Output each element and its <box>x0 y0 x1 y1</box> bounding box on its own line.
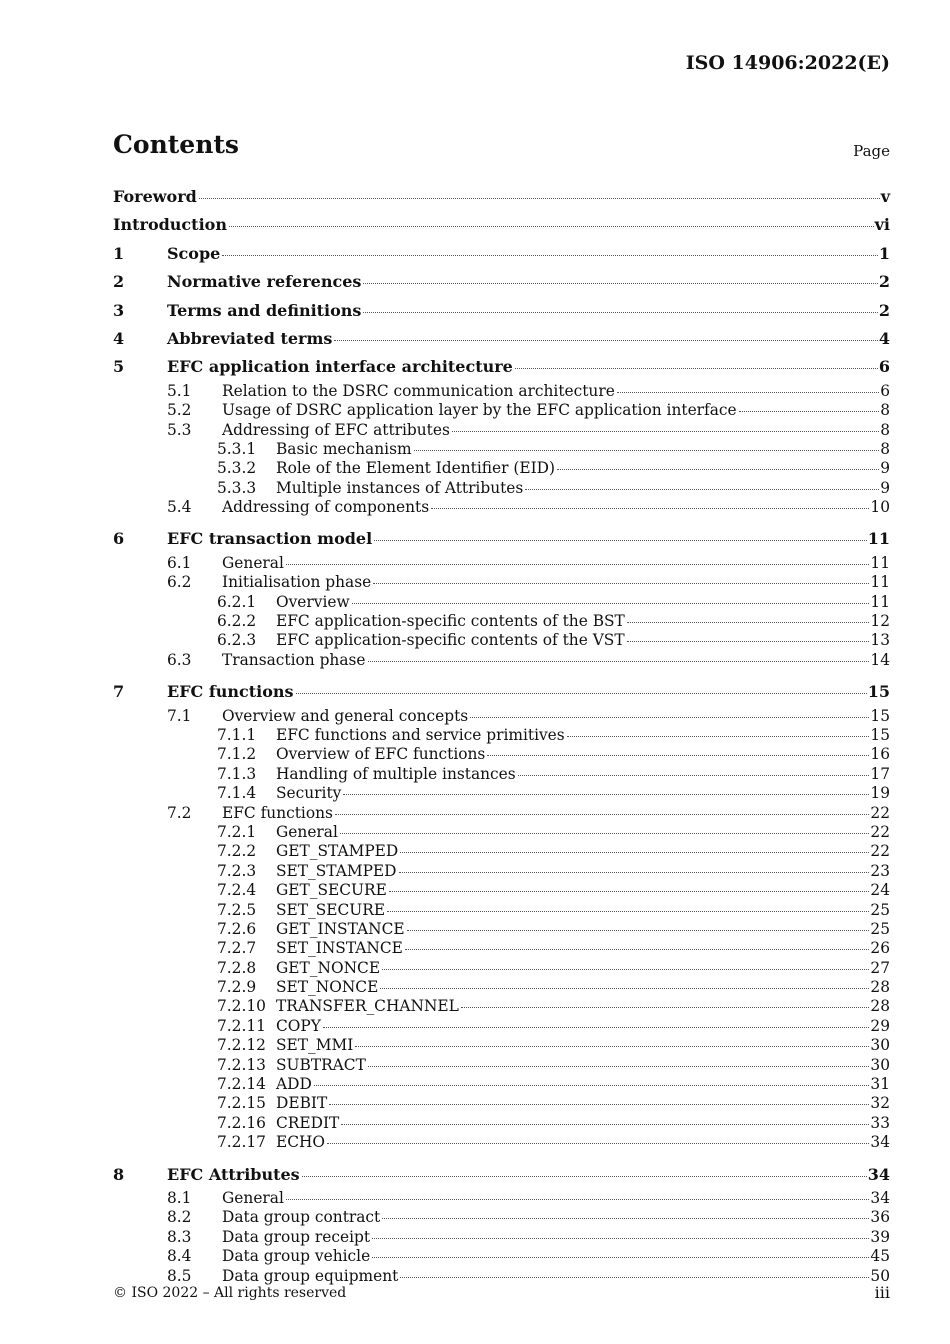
toc-entry-title: Foreword <box>113 187 197 206</box>
toc-entry[interactable] <box>113 881 890 900</box>
toc-entry-number: 5.2 <box>167 401 192 420</box>
dot-leader <box>518 775 870 776</box>
toc-entry[interactable] <box>113 978 890 997</box>
toc-entry-number: 7.2.16 <box>217 1113 266 1132</box>
dot-leader <box>363 283 877 284</box>
dot-leader <box>627 641 870 642</box>
toc-entry[interactable] <box>113 1036 890 1055</box>
toc-entry-number: 7.1.2 <box>217 745 257 764</box>
toc-entry[interactable] <box>113 678 890 706</box>
toc-entry-number: 7.2.17 <box>217 1133 266 1152</box>
toc-entry-title: Overview and general concepts <box>222 706 469 725</box>
toc-entry-title: Addressing of EFC attributes <box>222 420 450 439</box>
toc-entry-number: 5.3 <box>167 420 192 439</box>
toc-entry-number: 5.3.1 <box>217 439 257 458</box>
toc-entry-page: 28 <box>870 978 890 997</box>
toc-entry-page: 32 <box>870 1094 890 1113</box>
toc-entry-number: 7.2.1 <box>217 822 257 841</box>
toc-entry-page: 31 <box>870 1075 890 1094</box>
dot-leader <box>389 891 870 892</box>
toc-entry-number: 8.1 <box>167 1188 192 1207</box>
dot-leader <box>296 693 867 694</box>
toc-entry-page: 30 <box>870 1055 890 1074</box>
toc-entry-page: 45 <box>870 1247 890 1266</box>
toc-entry-number: 7.2.11 <box>217 1016 266 1035</box>
toc-entry[interactable] <box>113 382 890 401</box>
toc-entry-page: 22 <box>870 822 890 841</box>
toc-entry-title: EFC application-specific contents of the BST <box>276 612 625 631</box>
toc-entry-number: 5.3.2 <box>217 459 257 478</box>
toc-entry-title: Overview <box>276 592 350 611</box>
dot-leader <box>229 226 874 227</box>
toc-entry-title: Basic mechanism <box>276 439 412 458</box>
toc-entry-title: EFC functions <box>167 682 294 702</box>
toc-entry-title: Relation to the DSRC communication architecture <box>222 381 615 400</box>
toc-entry-page: 2 <box>878 300 890 320</box>
toc-entry-page: 34 <box>870 1133 890 1152</box>
toc-entry-page: 4 <box>878 328 890 348</box>
toc-entry[interactable] <box>113 1056 890 1075</box>
standard-header: ISO 14906:2022(E) <box>685 52 890 74</box>
toc-entry-title: GET_NONCE <box>276 958 381 977</box>
toc-entry-number: 7.2.9 <box>217 978 257 997</box>
toc-entry-page: 8 <box>880 439 890 458</box>
toc-entry-page: 28 <box>870 997 890 1016</box>
toc-entry-title: Terms and definitions <box>167 300 362 320</box>
dot-leader <box>452 431 879 432</box>
toc-entry-number: 5.1 <box>167 381 192 400</box>
toc-entry-title: Data group vehicle <box>222 1247 371 1266</box>
toc-entry-page: 13 <box>870 631 890 650</box>
toc-entry[interactable] <box>113 745 890 764</box>
dot-leader <box>314 1085 870 1086</box>
toc-entry-page: 12 <box>870 612 890 631</box>
toc-entry[interactable] <box>113 651 890 670</box>
toc-entry[interactable] <box>113 862 890 881</box>
dot-leader <box>368 661 870 662</box>
toc-entry-number: 7.2.6 <box>217 919 257 938</box>
dot-leader <box>399 872 870 873</box>
toc-entry-number: 6.2.2 <box>217 612 257 631</box>
dot-leader <box>382 1218 869 1219</box>
toc-entry-number: 7.2.4 <box>217 881 257 900</box>
toc-entry-page: 1 <box>878 243 890 263</box>
toc-entry[interactable] <box>113 804 890 823</box>
toc-entry-title: General <box>222 553 284 572</box>
toc-entry-page: 8 <box>880 420 890 439</box>
toc-entry[interactable] <box>113 573 890 592</box>
dot-leader <box>302 1176 867 1177</box>
toc-entry-number: 7.2.13 <box>217 1055 266 1074</box>
toc-entry[interactable] <box>113 997 890 1016</box>
toc-entry[interactable] <box>113 1247 890 1266</box>
toc-entry[interactable] <box>113 1094 890 1113</box>
toc-entry-number: 7.2.15 <box>217 1094 266 1113</box>
toc-entry-title: Data group contract <box>222 1208 381 1227</box>
toc-entry-number: 6.2 <box>167 573 192 592</box>
toc-entry-title: Overview of EFC functions <box>276 745 486 764</box>
toc-entry[interactable] <box>113 612 890 631</box>
toc-entry-title: General <box>222 1188 284 1207</box>
toc-entry-title: TRANSFER_CHANNEL <box>276 997 459 1016</box>
toc-entry-page: 6 <box>880 381 890 400</box>
toc-entry-title: ECHO <box>276 1133 326 1152</box>
toc-entry[interactable] <box>113 939 890 958</box>
toc-entry-number: 6.2.1 <box>217 592 257 611</box>
toc-entry-title: Security <box>276 784 342 803</box>
toc-entry[interactable] <box>113 1075 890 1094</box>
toc-entry-number: 7.2.7 <box>217 939 257 958</box>
toc-entry-number: 6.3 <box>167 650 192 669</box>
toc-entry-title: EFC transaction model <box>167 529 373 549</box>
toc-entry[interactable] <box>113 823 890 842</box>
toc-entry-page: 16 <box>870 745 890 764</box>
toc-entry-title: DEBIT <box>276 1094 328 1113</box>
toc-entry[interactable] <box>113 726 890 745</box>
toc-entry-title: Multiple instances of Attributes <box>276 478 524 497</box>
page-column-label: Page <box>853 142 890 160</box>
dot-leader <box>407 930 870 931</box>
toc-entry[interactable] <box>113 211 890 239</box>
dot-leader <box>400 852 869 853</box>
toc-entry-number: 8.3 <box>167 1227 192 1246</box>
toc-entry[interactable] <box>113 297 890 325</box>
toc-entry-title: Initialisation phase <box>222 573 372 592</box>
dot-leader <box>487 755 869 756</box>
toc-entry[interactable] <box>113 1017 890 1036</box>
dot-leader <box>405 949 870 950</box>
toc-entry-title: COPY <box>276 1016 321 1035</box>
toc-entry[interactable] <box>113 1208 890 1227</box>
toc-entry-title: SET_SECURE <box>276 900 386 919</box>
toc-entry-number: 7.2 <box>167 803 192 822</box>
page-number: iii <box>874 1283 890 1302</box>
dot-leader <box>340 833 870 834</box>
toc-entry-number: 6.2.3 <box>217 631 257 650</box>
toc-entry-page: 15 <box>867 682 890 702</box>
toc-entry-title: Role of the Element Identifier (EID) <box>276 459 556 478</box>
toc-entry-title: Normative references <box>167 272 362 292</box>
toc-entry[interactable] <box>113 440 890 459</box>
toc-entry-number: 8 <box>113 1164 125 1184</box>
dot-leader <box>334 340 877 341</box>
toc-entry-page: 10 <box>870 498 890 517</box>
toc-entry-number: 6 <box>113 529 125 549</box>
toc-entry[interactable] <box>113 920 890 939</box>
toc-entry-number: 7.2.8 <box>217 958 257 977</box>
toc-entry-page: 22 <box>870 842 890 861</box>
dot-leader <box>355 1046 869 1047</box>
toc-entry-page: 11 <box>870 553 890 572</box>
toc-entry-title: Usage of DSRC application layer by the EFC application interface <box>222 401 737 420</box>
table-of-contents <box>113 183 890 1286</box>
dot-leader <box>363 312 877 313</box>
dot-leader <box>222 255 878 256</box>
toc-entry[interactable] <box>113 784 890 803</box>
toc-entry-number: 8.2 <box>167 1208 192 1227</box>
dot-leader <box>341 1124 869 1125</box>
toc-entry[interactable] <box>113 1228 890 1247</box>
toc-entry[interactable] <box>113 1267 890 1286</box>
toc-entry-page: 30 <box>870 1036 890 1055</box>
toc-entry-page: 6 <box>878 357 890 377</box>
toc-entry[interactable] <box>113 1133 890 1152</box>
toc-entry[interactable] <box>113 1161 890 1189</box>
toc-entry[interactable] <box>113 459 890 478</box>
toc-entry-title: Addressing of components <box>222 498 430 517</box>
toc-entry-title: SET_INSTANCE <box>276 939 403 958</box>
toc-entry-title: SUBTRACT <box>276 1055 366 1074</box>
toc-entry[interactable] <box>113 325 890 353</box>
toc-entry-page: 26 <box>870 939 890 958</box>
dot-leader <box>414 450 880 451</box>
toc-entry-page: 29 <box>870 1016 890 1035</box>
dot-leader <box>557 469 879 470</box>
toc-entry-number: 5 <box>113 357 125 377</box>
toc-entry-number: 7.2.5 <box>217 900 257 919</box>
toc-entry-title: GET_INSTANCE <box>276 919 405 938</box>
toc-entry-title: SET_MMI <box>276 1036 354 1055</box>
dot-leader <box>373 583 869 584</box>
toc-entry-page: 17 <box>870 764 890 783</box>
toc-entry-page: 33 <box>870 1113 890 1132</box>
toc-entry[interactable] <box>113 707 890 726</box>
toc-entry-number: 7 <box>113 682 125 702</box>
dot-leader <box>617 392 879 393</box>
toc-entry[interactable] <box>113 479 890 498</box>
toc-entry-page: 23 <box>870 861 890 880</box>
toc-entry-number: 7.2.2 <box>217 842 257 861</box>
toc-entry-number: 5.4 <box>167 498 192 517</box>
dot-leader <box>374 540 867 541</box>
toc-entry-number: 7.1.1 <box>217 725 257 744</box>
toc-entry-title: ADD <box>276 1075 312 1094</box>
toc-entry-number: 7.1 <box>167 706 192 725</box>
toc-entry-number: 7.2.3 <box>217 861 257 880</box>
toc-entry-page: 9 <box>880 459 890 478</box>
toc-entry-page: 36 <box>870 1208 890 1227</box>
dot-leader <box>335 814 870 815</box>
toc-entry[interactable] <box>113 421 890 440</box>
dot-leader <box>286 564 870 565</box>
toc-entry[interactable] <box>113 765 890 784</box>
dot-leader <box>199 198 880 199</box>
toc-entry-number: 3 <box>113 300 125 320</box>
toc-entry-page: 39 <box>870 1227 890 1246</box>
copyright-notice: © ISO 2022 – All rights reserved <box>113 1285 347 1301</box>
toc-entry[interactable] <box>113 631 890 650</box>
toc-entry-title: Abbreviated terms <box>167 328 333 348</box>
toc-entry-page: 27 <box>870 958 890 977</box>
toc-entry-page: 14 <box>870 650 890 669</box>
toc-entry[interactable] <box>113 401 890 420</box>
toc-entry[interactable] <box>113 498 890 517</box>
dot-leader <box>286 1199 870 1200</box>
toc-entry-page: 11 <box>870 592 890 611</box>
toc-entry[interactable] <box>113 353 890 381</box>
toc-entry-page: 24 <box>870 881 890 900</box>
toc-entry[interactable] <box>113 959 890 978</box>
toc-entry-page: 50 <box>870 1266 890 1285</box>
toc-entry-page: 15 <box>870 706 890 725</box>
toc-entry[interactable] <box>113 183 890 211</box>
toc-entry-page: v <box>880 187 890 206</box>
dot-leader <box>431 508 869 509</box>
toc-entry-title: SET_NONCE <box>276 978 379 997</box>
toc-entry-number: 2 <box>113 272 125 292</box>
toc-entry-title: Handling of multiple instances <box>276 764 516 783</box>
dot-leader <box>400 1277 869 1278</box>
toc-entry-title: GET_STAMPED <box>276 842 399 861</box>
toc-entry-title: Data group receipt <box>222 1227 371 1246</box>
toc-entry-title: GET_SECURE <box>276 881 387 900</box>
dot-leader <box>470 717 869 718</box>
toc-entry-page: 15 <box>870 725 890 744</box>
dot-leader <box>627 622 870 623</box>
dot-leader <box>372 1257 869 1258</box>
toc-entry-title: EFC Attributes <box>167 1164 300 1184</box>
toc-entry-title: Introduction <box>113 215 227 235</box>
dot-leader <box>567 736 870 737</box>
toc-entry[interactable] <box>113 525 890 553</box>
dot-leader <box>739 411 880 412</box>
toc-entry[interactable] <box>113 240 890 268</box>
dot-leader <box>323 1027 869 1028</box>
toc-entry-page: 19 <box>870 784 890 803</box>
toc-entry-page: 8 <box>880 401 890 420</box>
toc-entry[interactable] <box>113 842 890 861</box>
toc-entry-page: vi <box>874 215 890 235</box>
toc-entry-title: Scope <box>167 243 221 263</box>
toc-entry-page: 25 <box>870 900 890 919</box>
toc-entry-number: 7.1.3 <box>217 764 257 783</box>
dot-leader <box>525 489 879 490</box>
toc-entry-number: 7.2.14 <box>217 1075 266 1094</box>
toc-entry-number: 8.4 <box>167 1247 192 1266</box>
toc-entry-title: CREDIT <box>276 1113 340 1132</box>
toc-entry-page: 11 <box>870 573 890 592</box>
toc-entry-title: EFC application interface architecture <box>167 357 513 377</box>
dot-leader <box>382 969 869 970</box>
dot-leader <box>515 368 878 369</box>
toc-entry-page: 25 <box>870 919 890 938</box>
toc-entry-title: Data group equipment <box>222 1266 399 1285</box>
toc-entry[interactable] <box>113 268 890 296</box>
toc-entry-title: SET_STAMPED <box>276 861 397 880</box>
toc-entry-number: 8.5 <box>167 1266 192 1285</box>
toc-entry-title: General <box>276 822 338 841</box>
toc-entry-page: 22 <box>870 803 890 822</box>
dot-leader <box>380 988 869 989</box>
dot-leader <box>461 1007 870 1008</box>
toc-entry-number: 5.3.3 <box>217 478 257 497</box>
toc-entry-number: 4 <box>113 328 125 348</box>
toc-entry-page: 34 <box>867 1164 890 1184</box>
toc-entry-number: 7.1.4 <box>217 784 257 803</box>
toc-entry-title: EFC application-specific contents of the VST <box>276 631 625 650</box>
toc-entry-page: 11 <box>867 529 890 549</box>
toc-entry-title: EFC functions <box>222 803 333 822</box>
toc-entry-page: 9 <box>880 478 890 497</box>
toc-entry[interactable] <box>113 1189 890 1208</box>
dot-leader <box>352 603 870 604</box>
toc-entry-title: EFC functions and service primitives <box>276 725 565 744</box>
dot-leader <box>343 794 869 795</box>
dot-leader <box>368 1066 870 1067</box>
dot-leader <box>327 1143 869 1144</box>
toc-entry-page: 2 <box>878 272 890 292</box>
toc-entry-title: Transaction phase <box>222 650 366 669</box>
toc-entry[interactable] <box>113 901 890 920</box>
toc-entry[interactable] <box>113 554 890 573</box>
toc-entry-number: 7.2.12 <box>217 1036 266 1055</box>
toc-entry-number: 7.2.10 <box>217 997 266 1016</box>
dot-leader <box>372 1238 869 1239</box>
toc-entry-number: 1 <box>113 243 125 263</box>
toc-entry-page: 34 <box>870 1188 890 1207</box>
toc-entry[interactable] <box>113 593 890 612</box>
contents-title: Contents <box>113 130 240 159</box>
toc-entry[interactable] <box>113 1114 890 1133</box>
dot-leader <box>387 911 869 912</box>
dot-leader <box>329 1104 869 1105</box>
toc-entry-number: 6.1 <box>167 553 192 572</box>
